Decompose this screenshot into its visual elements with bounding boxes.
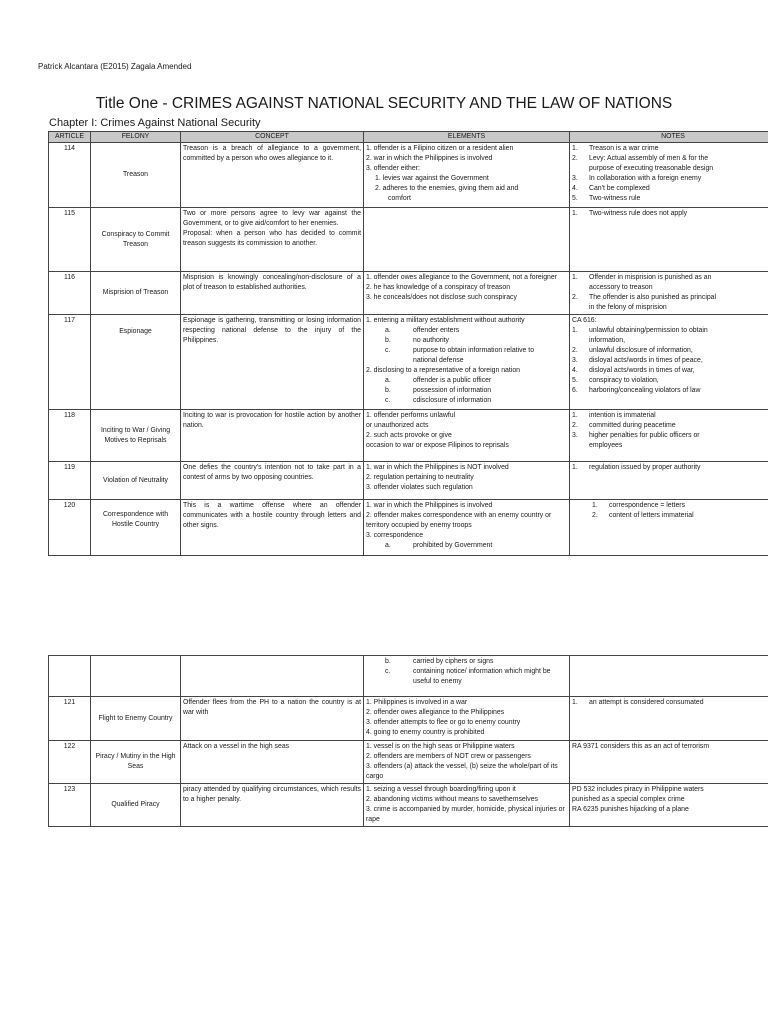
element-item: 2. regulation pertaining to neutrality [366, 474, 474, 481]
felony-name: Flight to Enemy Country [91, 697, 181, 741]
notes-cell [570, 143, 768, 208]
note-number: 2. [592, 512, 598, 519]
note-number: 2. [572, 422, 578, 429]
element-letter: b. [385, 337, 391, 344]
element-item: 1. war in which the Philippines is involved [366, 502, 493, 509]
element-item: 1. Philippines is involved in a war [366, 699, 468, 706]
elements-cell [364, 272, 570, 315]
note-number: 1. [572, 327, 578, 334]
concept-text: Misprision is knowingly concealing/non-disclosure of a plot of treason to established authorities. [181, 272, 364, 315]
element-item: useful to enemy [413, 678, 462, 685]
element-item: cdisclosure of information [413, 397, 492, 404]
note-item: disloyal acts/words in times of peace, [589, 357, 703, 364]
element-item: containing notice/ information which might be [413, 668, 551, 675]
element-letter: b. [385, 658, 391, 665]
elements-cell [364, 500, 570, 556]
note-item: CA 616: [572, 317, 597, 324]
element-item: 1. offender is a Filipino citizen or a resident alien [366, 145, 514, 152]
element-item: 1. levies war against the Government [375, 175, 489, 182]
element-item: 2. adheres to the enemies, giving them aid and [375, 185, 519, 192]
element-letter: b. [385, 387, 391, 394]
note-number: 5. [572, 195, 578, 202]
note-item: RA 6235 punishes hijacking of a plane [572, 806, 689, 813]
note-item: RA 9371 considers this as an act of terrorism [572, 743, 710, 750]
notes-cell [570, 410, 768, 462]
article-number: 119 [49, 462, 91, 500]
felony-name: Violation of Neutrality [91, 462, 181, 500]
note-number: 1. [572, 210, 578, 217]
felony-name: Misprision of Treason [91, 272, 181, 315]
concept-text [181, 656, 364, 697]
note-item: Offender in misprision is punished as an [589, 274, 712, 281]
element-item: 2. offenders are members of NOT crew or passengers [366, 753, 531, 760]
document-title: Title One - CRIMES AGAINST NATIONAL SECURITY AND THE LAW OF NATIONS [95, 95, 673, 112]
element-item: 2. such acts provoke or give [366, 432, 452, 439]
article-number: 116 [49, 272, 91, 315]
element-letter: c. [385, 397, 391, 404]
notes-cell [570, 500, 768, 556]
note-item: employees [589, 442, 623, 449]
elements-cell [364, 656, 570, 697]
element-item: 1. war in which the Philippines is NOT involved [366, 464, 509, 471]
table-row [49, 656, 768, 697]
crimes-table-continued [48, 655, 768, 827]
concept-paragraph: Proposal: when a person who has decided to commit treason suggests its commission to another. [183, 230, 361, 247]
elements-cell [364, 315, 570, 410]
article-number: 120 [49, 500, 91, 556]
felony-name: Piracy / Mutiny in the High Seas [91, 741, 181, 784]
note-item: Treason is a war crime [589, 145, 659, 152]
note-item: correspondence = letters [609, 502, 686, 509]
notes-cell [570, 315, 768, 410]
element-item: 2. disclosing to a representative of a foreign nation [366, 367, 520, 374]
header-notes: NOTES [570, 132, 768, 143]
note-item: Can't be complexed [589, 185, 650, 192]
article-number: 121 [49, 697, 91, 741]
note-number: 2. [572, 347, 578, 354]
note-item: disloyal acts/words in times of war, [589, 367, 695, 374]
article-number: 118 [49, 410, 91, 462]
elements-cell [364, 784, 570, 827]
note-item: Two-witness rule [589, 195, 641, 202]
element-item: 1. offender owes allegiance to the Government, not a foreigner [366, 274, 558, 281]
element-item: comfort [388, 195, 411, 202]
concept-text: Inciting to war is provocation for hostile action by another nation. [181, 410, 364, 462]
elements-cell [364, 462, 570, 500]
element-item: purpose to obtain information relative to [413, 347, 535, 354]
note-item: Levy: Actual assembly of men & for the [589, 155, 709, 162]
concept-text: Attack on a vessel in the high seas [181, 741, 364, 784]
element-letter: a. [385, 327, 391, 334]
note-number: 1. [572, 274, 578, 281]
felony-name: Correspondence with Hostile Country [91, 500, 181, 556]
note-item: harboring/concealing violators of law [589, 387, 701, 394]
element-item: 2. abandoning victims without means to savethemselves [366, 796, 538, 803]
chapter-heading: Chapter I: Crimes Against National Security [49, 117, 261, 129]
felony-name: Espionage [91, 315, 181, 410]
element-item: 1. offender performs unlawful [366, 412, 456, 419]
note-number: 1. [572, 699, 578, 706]
element-letter: a. [385, 542, 391, 549]
felony-name: Qualified Piracy [91, 784, 181, 827]
element-item: 3. offender violates such regulation [366, 484, 473, 491]
element-item: 3. offender attempts to flee or go to enemy country [366, 719, 521, 726]
concept-text: piracy attended by qualifying circumstances, which results to a higher penalty. [181, 784, 364, 827]
notes-cell [570, 272, 768, 315]
element-item: prohibited by Government [413, 542, 493, 549]
article-number: 114 [49, 143, 91, 208]
felony-name: Conspiracy to Commit Treason [91, 208, 181, 272]
note-number: 4. [572, 185, 578, 192]
table-row [49, 462, 768, 500]
note-item: In collaboration with a foreign enemy [589, 175, 702, 182]
note-item: unlawful obtaining/permission to obtain [589, 327, 708, 334]
element-item: offender is a public officer [413, 377, 492, 384]
note-number: 5. [572, 377, 578, 384]
note-item: accessory to treason [589, 284, 653, 291]
concept-text: Espionage is gathering, transmitting or losing information respecting national defense to the injury of the Philippines. [181, 315, 364, 410]
concept-text: This is a wartime offense where an offender communicates with a hostile country through letters and other signs. [181, 500, 364, 556]
table-row [49, 315, 768, 410]
note-item: unlawful disclosure of information, [589, 347, 693, 354]
note-item: in the felony of misprision [589, 304, 667, 311]
element-item: 4. going to enemy country is prohibited [366, 729, 485, 736]
element-item: carried by ciphers or signs [413, 658, 494, 665]
note-item: conspiracy to violation, [589, 377, 659, 384]
element-item: 2. offender owes allegiance to the Philippines [366, 709, 505, 716]
article-number: 122 [49, 741, 91, 784]
notes-cell [570, 741, 768, 784]
elements-cell [364, 143, 570, 208]
note-item: committed during peacetime [589, 422, 676, 429]
element-item: offender enters [413, 327, 460, 334]
note-number: 2. [572, 294, 578, 301]
element-item: 3. correspondence [366, 532, 424, 539]
article-number: 117 [49, 315, 91, 410]
element-item: 1. vessel is on the high seas or Philippine waters [366, 743, 515, 750]
felony-name: Inciting to War / Giving Motives to Reprisals [91, 410, 181, 462]
concept-text: One defies the country's intention not to take part in a contest of arms by two opposing countries. [181, 462, 364, 500]
table-row [49, 410, 768, 462]
article-number: 115 [49, 208, 91, 272]
note-item: Two-witness rule does not apply [589, 210, 688, 217]
header-elements: ELEMENTS [364, 132, 570, 143]
notes-cell [570, 697, 768, 741]
element-item: 1. entering a military establishment without authority [366, 317, 525, 324]
note-number: 1. [572, 145, 578, 152]
table-row [49, 143, 768, 208]
element-item: 3. offender either: [366, 165, 420, 172]
element-item: or unauthorized acts [366, 422, 429, 429]
note-number: 1. [572, 464, 578, 471]
element-item: possession of information [413, 387, 492, 394]
crimes-table [48, 131, 768, 556]
note-item: content of letters immaterial [609, 512, 694, 519]
note-item: purpose of executing treasonable design [589, 165, 714, 172]
elements-cell [364, 410, 570, 462]
table-row [49, 208, 768, 272]
header-felony: FELONY [91, 132, 181, 143]
felony-name [91, 656, 181, 697]
element-item: 2. war in which the Philippines is involved [366, 155, 493, 162]
concept-text: Offender flees from the PH to a nation the country is at war with [181, 697, 364, 741]
note-item: higher penalties for public officers or [589, 432, 700, 439]
note-number: 1. [572, 412, 578, 419]
notes-cell [570, 784, 768, 827]
note-item: regulation issued by proper authority [589, 464, 701, 471]
table-row [49, 697, 768, 741]
table-row [49, 500, 768, 556]
header-concept: CONCEPT [181, 132, 364, 143]
note-number: 3. [572, 175, 578, 182]
element-item: no authority [413, 337, 450, 344]
note-number: 1. [592, 502, 598, 509]
element-letter: c. [385, 347, 391, 354]
note-number: 3. [572, 357, 578, 364]
table-header-row [49, 132, 768, 143]
concept-paragraph: Two or more persons agree to levy war against the Government, or to give aid/comfort to her enemies. [183, 210, 361, 227]
element-item: 3. offenders (a) attack the vessel, (b) seize the whole/part of its cargo [366, 763, 558, 780]
notes-cell [570, 208, 768, 272]
elements-cell [364, 697, 570, 741]
note-item: The offender is also punished as principal [589, 294, 717, 301]
element-item: occasion to war or expose Filipinos to reprisals [366, 442, 509, 449]
article-number: 123 [49, 784, 91, 827]
header-article: ARTICLE [49, 132, 91, 143]
elements-cell [364, 208, 570, 272]
note-number: 2. [572, 155, 578, 162]
note-item: PD 532 includes piracy in Philippine waters [572, 786, 704, 793]
article-number [49, 656, 91, 697]
element-item: 3. crime is accompanied by murder, homicide, physical injuries or rape [366, 806, 565, 823]
note-item: intention is immaterial [589, 412, 656, 419]
concept-text: Treason is a breach of allegiance to a government, committed by a person who owes allegiance to it. [181, 143, 364, 208]
note-item: information, [589, 337, 626, 344]
element-item: 2. he has knowledge of a conspiracy of treason [366, 284, 511, 291]
table-row [49, 741, 768, 784]
element-item: 2. offender makes correspondence with an enemy country or territory occupied by enemy troops [366, 512, 552, 529]
note-item: punished as a special complex crime [572, 796, 685, 803]
element-letter: c. [385, 668, 391, 675]
element-item: 3. he conceals/does not disclose such conspiracy [366, 294, 517, 301]
author-line: Patrick Alcantara (E2015) Zagala Amended [38, 62, 192, 71]
table-row [49, 272, 768, 315]
note-number: 6. [572, 387, 578, 394]
element-item: 1. seizing a vessel through boarding/firing upon it [366, 786, 516, 793]
element-letter: a. [385, 377, 391, 384]
concept-text [181, 208, 364, 272]
note-number: 3. [572, 432, 578, 439]
notes-cell [570, 462, 768, 500]
elements-cell [364, 741, 570, 784]
table-row [49, 784, 768, 827]
note-item: an attempt is considered consumated [589, 699, 704, 706]
felony-name: Treason [91, 143, 181, 208]
note-number: 4. [572, 367, 578, 374]
element-item: national defense [413, 357, 464, 364]
notes-cell [570, 656, 768, 697]
